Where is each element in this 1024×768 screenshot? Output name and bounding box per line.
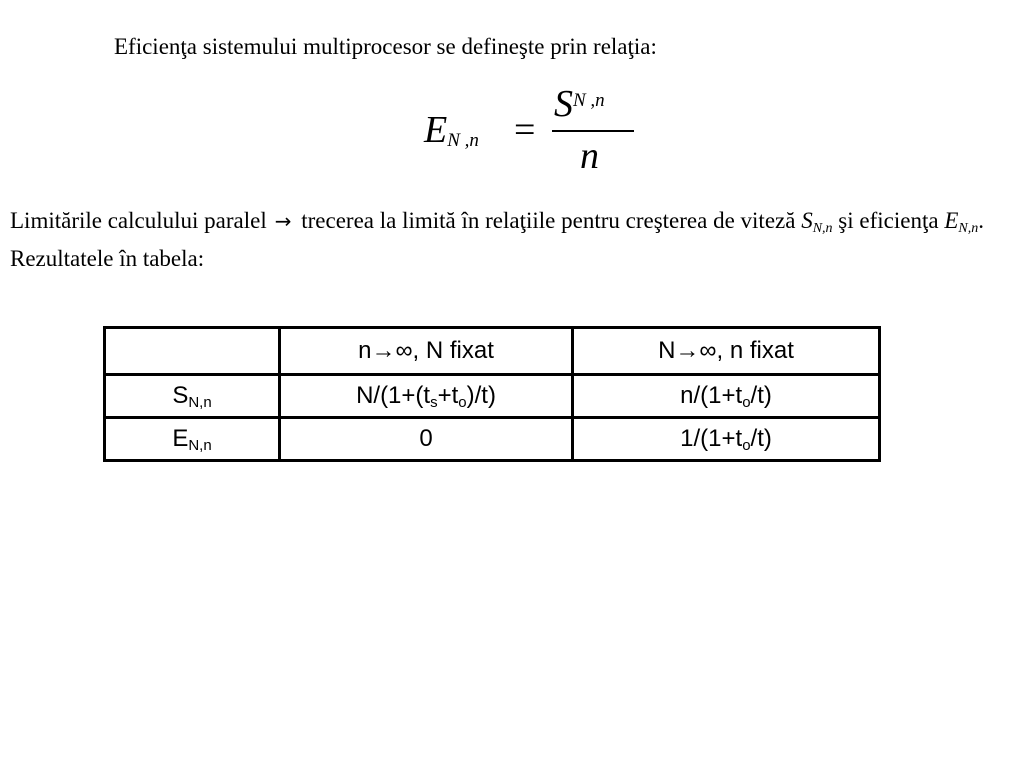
cell-speedup-N-infinity <box>573 375 880 418</box>
results-table <box>103 326 881 462</box>
limitations-paragraph <box>10 206 1010 274</box>
cell-text: 0 <box>419 425 433 452</box>
cell-efficiency-N-infinity <box>573 418 880 461</box>
table-row-efficiency <box>105 418 880 461</box>
paragraph-part1: Limitările calculului paralel <box>10 208 267 233</box>
efficiency-letter: E <box>944 208 959 233</box>
efficiency-symbol <box>944 208 979 236</box>
row-label-subscript: N,n <box>188 393 212 411</box>
row-label-letter: E <box>172 424 189 452</box>
formula-numerator-symbol: S <box>554 83 573 125</box>
cell-text: /t) <box>750 381 772 409</box>
speedup-symbol <box>801 208 833 236</box>
fraction-bar <box>552 130 634 132</box>
paragraph-part4: . Rezultatele în tabela: <box>10 208 984 271</box>
formula-equals: = <box>514 109 536 151</box>
formula-lhs-symbol: E <box>424 109 448 151</box>
paragraph-part3: şi eficienţa <box>832 208 945 233</box>
cell-text: )/t) <box>466 381 496 409</box>
table-header-row <box>105 328 880 375</box>
right-arrow-icon: → <box>274 209 292 233</box>
cell-text: N/(1+(t <box>356 381 431 409</box>
header-cell-n-infinity: n→∞, N fixat <box>280 328 573 375</box>
formula-numerator-subscript: N ,n <box>573 90 605 111</box>
cell-text: 1/(1+t <box>680 424 743 452</box>
cell-text: /t) <box>750 424 772 452</box>
efficiency-subscript: N,n <box>958 221 979 236</box>
header-cell-N-infinity: N→∞, n fixat <box>573 328 880 375</box>
cell-efficiency-n-infinity <box>280 418 573 461</box>
efficiency-formula <box>424 82 644 182</box>
formula-lhs <box>424 108 479 152</box>
intro-text: Eficienţa sistemului multiprocesor se defineşte prin relaţia: <box>114 34 657 59</box>
row-label-subscript: N,n <box>188 436 212 454</box>
row-label-efficiency <box>105 418 280 461</box>
speedup-letter: S <box>801 208 813 233</box>
header-cell-empty <box>105 328 280 375</box>
formula-denominator: n <box>580 135 599 177</box>
formula-lhs-subscript: N ,n <box>447 130 479 151</box>
row-label-letter: S <box>172 381 189 409</box>
speedup-subscript: N,n <box>812 221 833 236</box>
cell-subscript: o <box>458 393 467 411</box>
cell-subscript: o <box>742 393 751 411</box>
row-label-speedup <box>105 375 280 418</box>
formula-numerator <box>554 82 605 126</box>
cell-text: +t <box>437 381 459 409</box>
cell-speedup-n-infinity <box>280 375 573 418</box>
table-row-speedup <box>105 375 880 418</box>
cell-text: n/(1+t <box>680 381 743 409</box>
cell-subscript: o <box>742 436 751 454</box>
paragraph-part2: trecerea la limită în relaţiile pentru creşterea de viteză <box>295 208 802 233</box>
cell-subscript: s <box>430 393 438 411</box>
